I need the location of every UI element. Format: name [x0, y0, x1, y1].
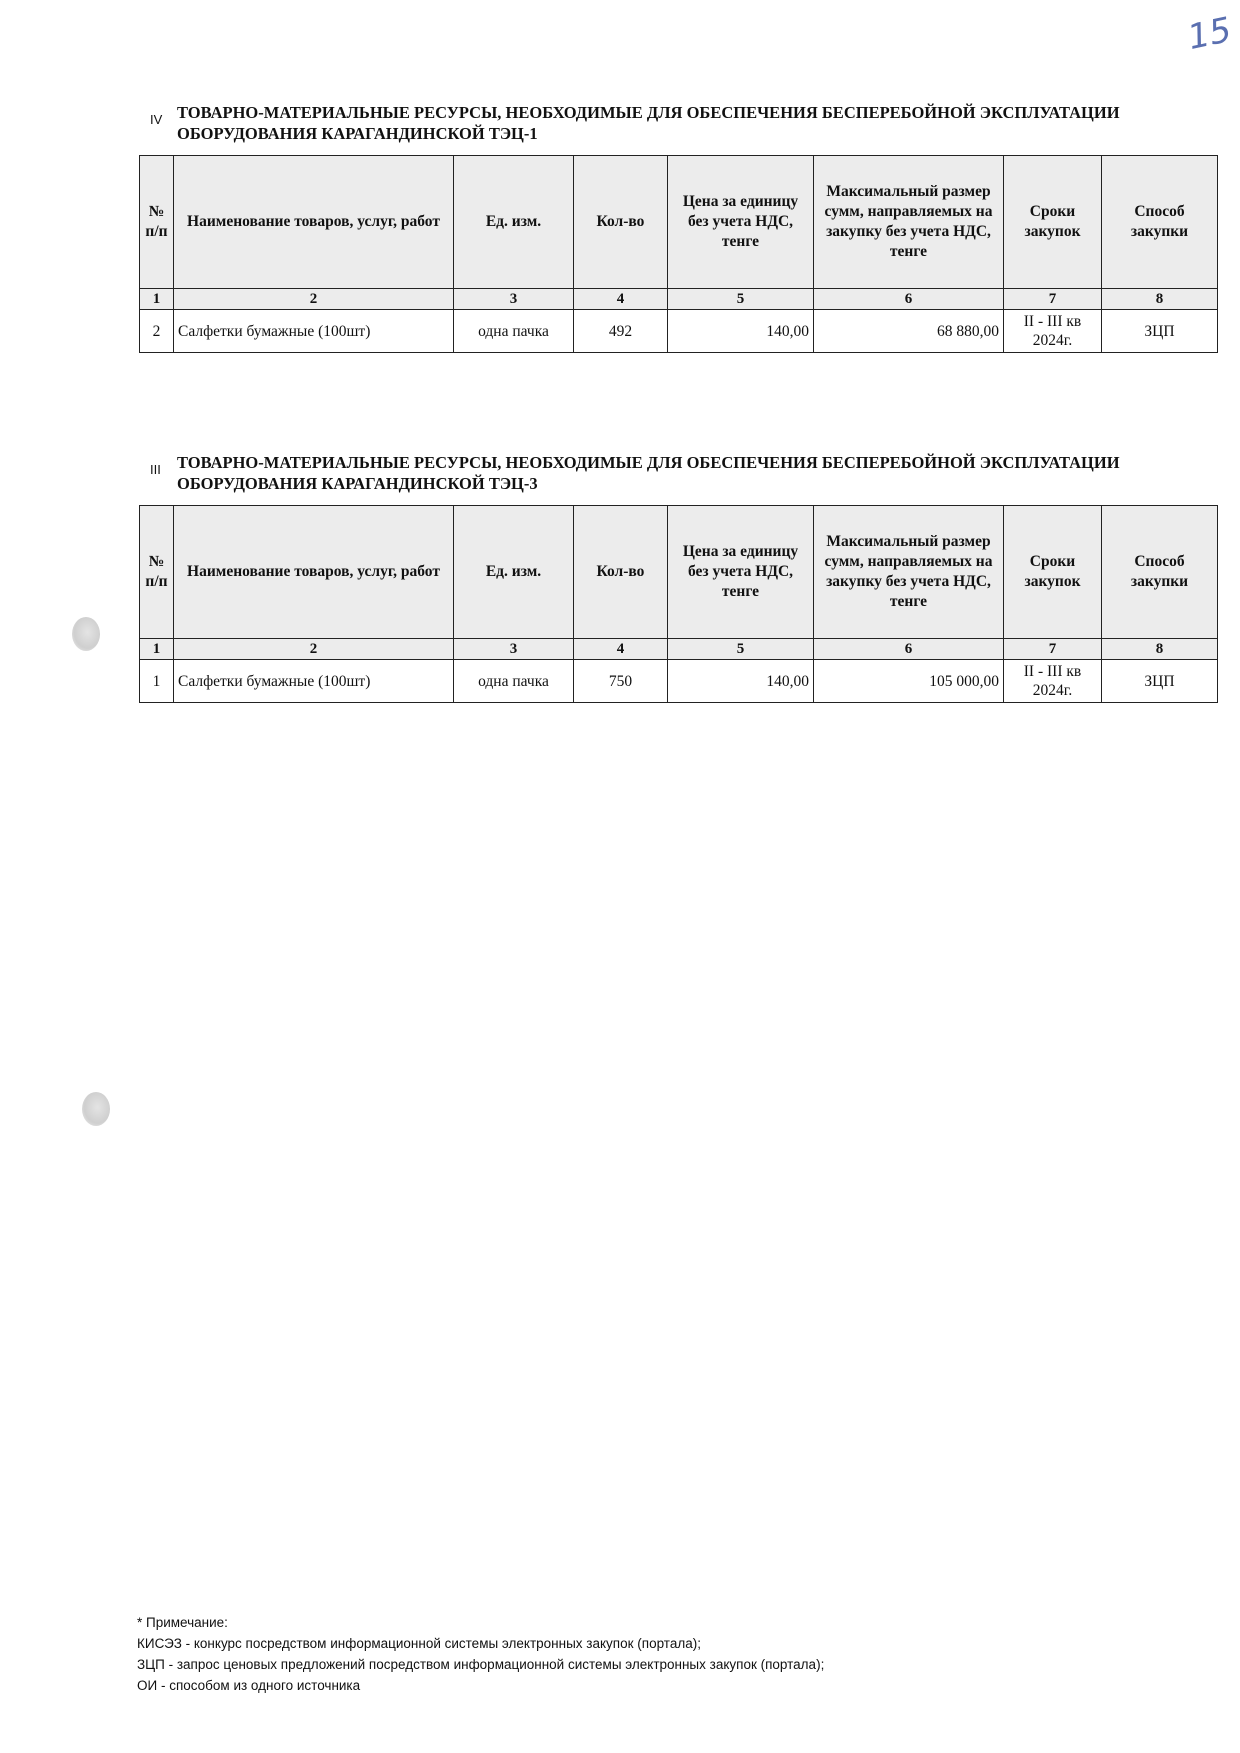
- header-cell: Максимальный размер сумм, направляемых на закупку без учета НДС, тенге: [814, 506, 1004, 639]
- column-number: 6: [814, 289, 1004, 310]
- header-cell: Кол-во: [574, 156, 668, 289]
- table-header-row: [140, 506, 1218, 639]
- header-cell: Способ закупки: [1102, 156, 1218, 289]
- column-number: 7: [1004, 639, 1102, 660]
- header-cell: Кол-во: [574, 506, 668, 639]
- procurement-table: [139, 505, 1218, 703]
- header-cell: Ед. изм.: [454, 506, 574, 639]
- column-number: 4: [574, 289, 668, 310]
- unit-price: 140,00: [668, 310, 814, 353]
- header-cell: Способ закупки: [1102, 506, 1218, 639]
- header-cell: Сроки закупок: [1004, 156, 1102, 289]
- column-number-row: [140, 639, 1218, 660]
- header-cell: Максимальный размер сумм, направляемых на закупку без учета НДС, тенге: [814, 156, 1004, 289]
- header-cell: Наименование товаров, услуг, работ: [174, 506, 454, 639]
- unit: одна пачка: [454, 310, 574, 353]
- section-header: [139, 452, 1217, 496]
- procurement-method: ЗЦП: [1102, 310, 1218, 353]
- footnote-line: ЗЦП - запрос ценовых предложений посредством информационной системы электронных закупок (портала);: [137, 1657, 825, 1672]
- punch-hole: [82, 1092, 110, 1126]
- column-number: 8: [1102, 289, 1218, 310]
- procurement-period: II - III кв 2024г.: [1004, 660, 1102, 703]
- header-cell: Наименование товаров, услуг, работ: [174, 156, 454, 289]
- column-number: 4: [574, 639, 668, 660]
- section-header: [139, 102, 1217, 146]
- footnote-line: КИСЭЗ - конкурс посредством информационной системы электронных закупок (портала);: [137, 1636, 701, 1651]
- header-cell: № п/п: [140, 156, 174, 289]
- procurement-table: [139, 155, 1218, 353]
- column-number: 5: [668, 289, 814, 310]
- table-row: [140, 660, 1218, 703]
- total-amount: 105 000,00: [814, 660, 1004, 703]
- row-number: 2: [140, 310, 174, 353]
- column-number: 1: [140, 639, 174, 660]
- column-number: 8: [1102, 639, 1218, 660]
- unit: одна пачка: [454, 660, 574, 703]
- header-cell: Цена за единицу без учета НДС, тенге: [668, 156, 814, 289]
- quantity: 492: [574, 310, 668, 353]
- table-row: [140, 310, 1218, 353]
- column-number: 2: [174, 639, 454, 660]
- footnote-line: ОИ - способом из одного источника: [137, 1678, 361, 1693]
- column-number: 2: [174, 289, 454, 310]
- header-cell: № п/п: [140, 506, 174, 639]
- procurement-method: ЗЦП: [1102, 660, 1218, 703]
- quantity: 750: [574, 660, 668, 703]
- section-title: ТОВАРНО-МАТЕРИАЛЬНЫЕ РЕСУРСЫ, НЕОБХОДИМЫЕ ДЛЯ ОБЕСПЕЧЕНИЯ БЕСПЕРЕБОЙНОЙ ЭКСПЛУАТАЦИИ ОБОРУДОВАНИЯ КАРАГАНДИНСКОЙ ТЭЦ-3: [177, 453, 1120, 493]
- section-roman-number: III: [150, 462, 161, 477]
- header-cell: Цена за единицу без учета НДС, тенге: [668, 506, 814, 639]
- column-number: 6: [814, 639, 1004, 660]
- table-header-row: [140, 156, 1218, 289]
- footnote-title: * Примечание:: [137, 1615, 228, 1630]
- column-number: 5: [668, 639, 814, 660]
- column-number-row: [140, 289, 1218, 310]
- item-name: Салфетки бумажные (100шт): [174, 660, 454, 703]
- column-number: 1: [140, 289, 174, 310]
- punch-hole: [72, 617, 100, 651]
- section-tec-1: [139, 102, 1217, 353]
- section-tec-3: [139, 452, 1217, 703]
- column-number: 3: [454, 639, 574, 660]
- section-roman-number: IV: [150, 112, 163, 127]
- total-amount: 68 880,00: [814, 310, 1004, 353]
- row-number: 1: [140, 660, 174, 703]
- column-number: 3: [454, 289, 574, 310]
- section-title: ТОВАРНО-МАТЕРИАЛЬНЫЕ РЕСУРСЫ, НЕОБХОДИМЫЕ ДЛЯ ОБЕСПЕЧЕНИЯ БЕСПЕРЕБОЙНОЙ ЭКСПЛУАТАЦИИ ОБОРУДОВАНИЯ КАРАГАНДИНСКОЙ ТЭЦ-1: [177, 103, 1120, 143]
- procurement-period: II - III кв 2024г.: [1004, 310, 1102, 353]
- item-name: Салфетки бумажные (100шт): [174, 310, 454, 353]
- page-number: 15: [1184, 9, 1235, 59]
- header-cell: Сроки закупок: [1004, 506, 1102, 639]
- column-number: 7: [1004, 289, 1102, 310]
- unit-price: 140,00: [668, 660, 814, 703]
- footnote: [137, 1612, 824, 1696]
- header-cell: Ед. изм.: [454, 156, 574, 289]
